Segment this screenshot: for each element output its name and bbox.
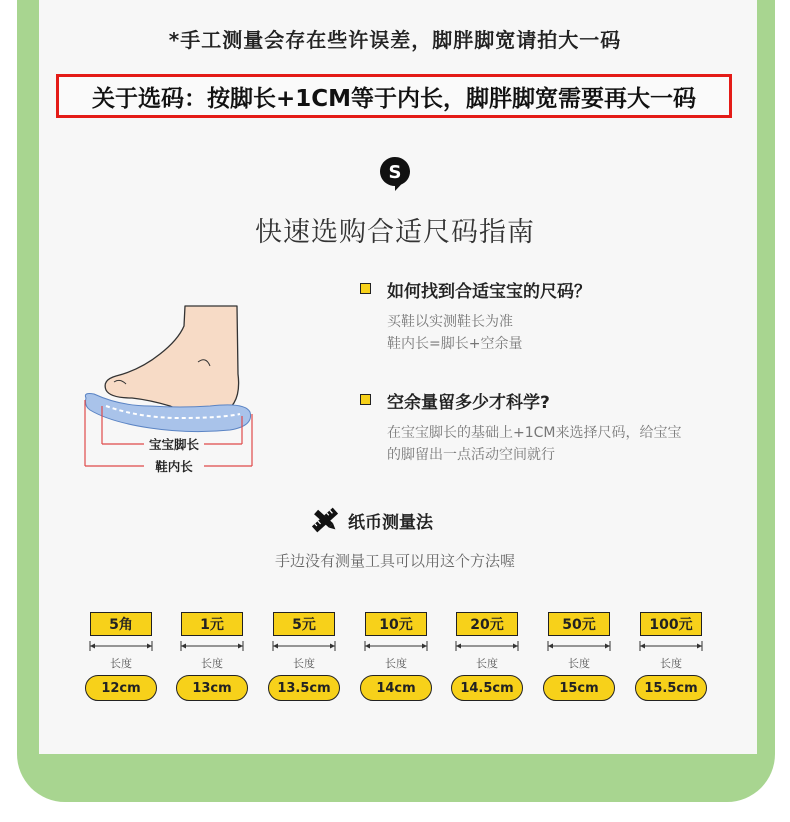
bill-size-item bbox=[81, 612, 161, 701]
bill-denomination: 10元 bbox=[365, 612, 427, 636]
section-answer bbox=[387, 422, 682, 466]
length-arrow-icon bbox=[639, 641, 703, 651]
bill-denomination: 5元 bbox=[273, 612, 335, 636]
size-pill: 13.5cm bbox=[268, 675, 340, 701]
guide-title: 快速选购合适尺码指南 bbox=[255, 217, 535, 248]
length-label: 长度 bbox=[201, 657, 223, 670]
length-arrow-icon bbox=[272, 641, 336, 651]
size-pill: 14cm bbox=[360, 675, 432, 701]
size-pill: 14.5cm bbox=[451, 675, 523, 701]
length-label: 长度 bbox=[293, 657, 315, 670]
method-title: 纸币测量法 bbox=[348, 512, 433, 533]
bill-denomination: 5角 bbox=[90, 612, 152, 636]
bill-size-item bbox=[539, 612, 619, 701]
size-pill: 12cm bbox=[85, 675, 157, 701]
bill-size-item bbox=[356, 612, 436, 701]
length-arrow-icon bbox=[89, 641, 153, 651]
method-subtitle: 手边没有测量工具可以用这个方法喔 bbox=[274, 552, 515, 570]
section-answer bbox=[387, 311, 522, 355]
length-label: 长度 bbox=[568, 657, 590, 670]
answer-line: 买鞋以实测鞋长为准 bbox=[387, 314, 513, 330]
bill-size-item bbox=[631, 612, 711, 701]
insole-length-label: 鞋内长 bbox=[155, 459, 193, 474]
length-label: 长度 bbox=[476, 657, 498, 670]
foot-insole-illustration bbox=[80, 296, 260, 476]
bullet-square-icon bbox=[360, 283, 371, 294]
paper-money-method bbox=[310, 506, 433, 534]
bill-denomination: 20元 bbox=[456, 612, 518, 636]
bill-denomination: 50元 bbox=[548, 612, 610, 636]
section-question: 如何找到合适宝宝的尺码？ bbox=[387, 282, 591, 302]
length-label: 长度 bbox=[385, 657, 407, 670]
ruler-pencil-icon bbox=[310, 506, 340, 534]
length-arrow-icon bbox=[364, 641, 428, 651]
length-arrow-icon bbox=[180, 641, 244, 651]
bill-size-item bbox=[172, 612, 252, 701]
bullet-square-icon bbox=[360, 394, 371, 405]
length-arrow-icon bbox=[547, 641, 611, 651]
length-arrow-icon bbox=[455, 641, 519, 651]
measurement-error-note: *手工测量会存在些许误差，脚胖脚宽请拍大一码 bbox=[168, 28, 622, 52]
size-pill: 15cm bbox=[543, 675, 615, 701]
answer-line: 的脚留出一点活动空间就行 bbox=[387, 447, 555, 463]
size-pill: 13cm bbox=[176, 675, 248, 701]
length-label: 长度 bbox=[660, 657, 682, 670]
bill-denomination: 1元 bbox=[181, 612, 243, 636]
bill-size-item bbox=[264, 612, 344, 701]
size-selection-highlight: 关于选码：按脚长+1CM等于内长，脚胖脚宽需要再大一码 bbox=[56, 74, 732, 118]
size-pill: 15.5cm bbox=[635, 675, 707, 701]
answer-line: 在宝宝脚长的基础上+1CM来选择尺码，给宝宝 bbox=[387, 425, 682, 441]
length-label: 长度 bbox=[110, 657, 132, 670]
s-speech-bubble-icon bbox=[379, 156, 411, 192]
bill-size-item bbox=[447, 612, 527, 701]
section-question: 空余量留多少才科学? bbox=[387, 393, 550, 413]
foot-length-label: 宝宝脚长 bbox=[148, 437, 200, 452]
bill-denomination: 100元 bbox=[640, 612, 702, 636]
answer-line: 鞋内长=脚长+空余量 bbox=[387, 336, 523, 352]
svg-text:S: S bbox=[388, 162, 402, 183]
